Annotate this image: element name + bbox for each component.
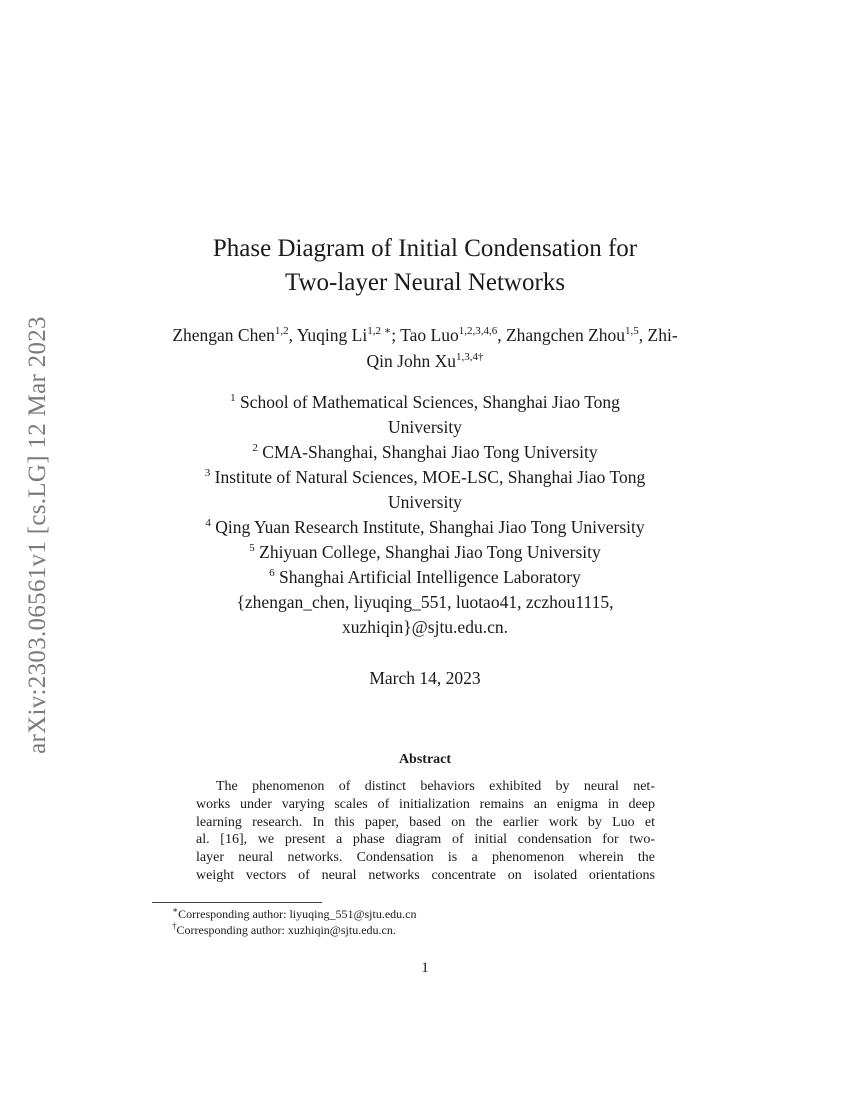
email-list-line-1: {zhengan_chen, liyuqing_551, luotao41, zczhou1115, [236, 592, 614, 612]
author-affil-sup: 1,2,3,4,6 [458, 325, 498, 337]
affiliation-2: $^2$ CMA-Shanghai, Shanghai Jiao Tong University [252, 442, 598, 462]
author-affil-sup: 1,2 ∗ [367, 325, 392, 337]
footnote-divider [152, 902, 322, 903]
author-name: Yuqing Li [296, 325, 368, 345]
abstract-line: learning research. In this paper, based on the earlier work by Luo et [196, 814, 655, 830]
authors-line-1: Zhengan Chen$^{1,2}$, Yuqing $Li^{1,2 ∗}$; Tao Luo$^{1,2,3,4,6}$, Zhangchen Zhou$^{1,5}$, Zhi-Qin John $Xu^{1,3,4\dagger}$ [172, 325, 678, 371]
title-line-1: Phase Diagram of Initial Condensation for [212, 235, 638, 262]
author-name: Zhengan Chen [172, 325, 275, 345]
abstract-line: layer neural networks. Condensation is a phenomenon wherein the [196, 850, 655, 866]
affiliation-3: $^3$ Institute of Natural Sciences, MOE-LSC, Shanghai Jiao Tong [204, 467, 646, 487]
author-affil-sup: 1,2 [274, 325, 289, 337]
abstract-line: al. [16], we present a phase diagram of initial condensation for two- [196, 832, 655, 848]
abstract-line: The phenomenon of distinct behaviors exhibited by neural net- [216, 779, 655, 794]
affiliation-4: $^4$ Qing Yuan Research Institute, Shanghai Jiao Tong University [205, 517, 645, 537]
abstract-heading: Abstract [398, 752, 452, 767]
abstract-body [196, 778, 655, 885]
title-line-2: Two-layer Neural Networks [284, 269, 566, 296]
arxiv-identifier-text: arXiv:2303.06561v1 [cs.LG] 12 Mar 2023 [24, 316, 51, 754]
affiliation-1: $^1$ School of Mathematical Sciences, Shanghai Jiao Tong [230, 392, 620, 412]
footnotes [172, 906, 416, 938]
affiliation-5: $^5$ Zhiyuan College, Shanghai Jiao Tong University [249, 542, 601, 562]
affiliations: $^1$ School of Mathematical Sciences, Shanghai Jiao Tong University $^2$ CMA-Shanghai, Shanghai Jiao Tong University $^3$ Institute of Natural Sciences, MOE-LSC, Shanghai Jiao Tong University $^4$ Qing Yuan Research Institute, Shanghai Jiao Tong University $^5$ Zhiyuan College, Shanghai Jiao Tong University $^6$ Shanghai Artificial Intelligence Laboratory {zhengan_chen, liyuqing_551, luotao41, zczhou1115, xuzhiqin}@sjtu.edu.cn. [140, 390, 710, 640]
abstract-line: works under varying scales of initialization remains an enigma in deep [196, 796, 655, 812]
affiliation-6: $^6$ Shanghai Artificial Intelligence Laboratory [269, 567, 581, 587]
author-list [165, 322, 685, 374]
publication-date: March 14, 2023 [369, 668, 481, 688]
author-name: Zhangchen Zhou [505, 325, 626, 345]
abstract-line: weight vectors of neural networks concentrate on isolated orientations [196, 867, 655, 883]
author-name: Zhi-Qin John Xu [366, 325, 678, 371]
author-name: Tao Luo [400, 325, 459, 345]
author-affil-sup: 1,5 [625, 325, 639, 337]
author-affil-sup: 1,3,4† [455, 351, 484, 363]
footnote-corresponding-2: †Corresponding author: xuzhiqin@sjtu.edu.cn. [172, 921, 396, 937]
paper-title [150, 232, 700, 300]
footnote-corresponding-1: ∗Corresponding author: liyuqing_551@sjtu.edu.cn [172, 905, 417, 921]
email-list-line-2: xuzhiqin}@sjtu.edu.cn. [342, 617, 508, 637]
page-number: 1 [421, 960, 429, 976]
arxiv-identifier-stamp [18, 290, 58, 780]
